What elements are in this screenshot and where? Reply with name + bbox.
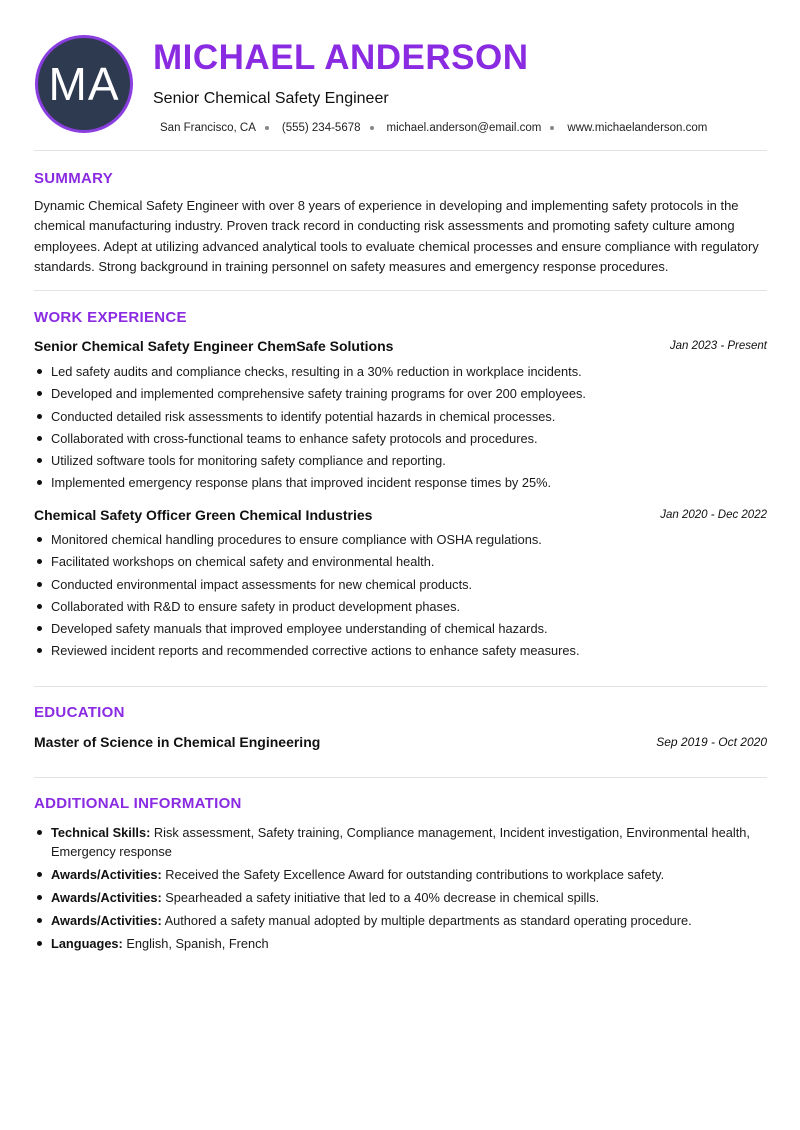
contact-location: San Francisco, CA <box>160 122 256 134</box>
info-label: Languages: <box>51 936 123 951</box>
info-label: Awards/Activities: <box>51 913 162 928</box>
section-divider <box>34 777 767 778</box>
contact-email[interactable]: michael.anderson@email.com <box>386 122 542 134</box>
list-item: Implemented emergency response plans that improved incident response times by 25%. <box>34 474 767 491</box>
info-label: Technical Skills: <box>51 825 151 840</box>
summary-text: Dynamic Chemical Safety Engineer with over 8 years of experience in developing and implementing safety protocols in the chemical manufacturing industry. Proven track record in conducting risk assessments and promoting safety culture among employees. Adept at utilizing advanced analytical tools to evaluate chemical processes and ensure compliance with regulatory standards. Strong background in training personnel on safety measures and emergency response procedures. <box>34 198 759 274</box>
list-item: Conducted environmental impact assessments for new chemical products. <box>34 576 767 593</box>
info-text: English, Spanish, French <box>122 936 269 951</box>
list-item: Monitored chemical handling procedures to ensure compliance with OSHA regulations. <box>34 531 767 548</box>
additional-info-heading: ADDITIONAL INFORMATION <box>34 795 242 812</box>
list-item <box>34 911 767 930</box>
job-dates: Jan 2020 - Dec 2022 <box>660 509 767 521</box>
section-divider <box>34 686 767 687</box>
list-item: Developed and implemented comprehensive safety training programs for over 200 employees. <box>34 385 767 402</box>
contact-phone: (555) 234-5678 <box>281 122 361 134</box>
list-item: Utilized software tools for monitoring safety compliance and reporting. <box>34 452 767 469</box>
list-item <box>34 865 767 884</box>
list-item <box>34 934 767 953</box>
job-bullets <box>34 531 767 665</box>
avatar <box>35 35 133 133</box>
candidate-name: MICHAEL ANDERSON <box>153 38 529 77</box>
work-experience-heading: WORK EXPERIENCE <box>34 309 187 326</box>
contact-website[interactable]: www.michaelanderson.com <box>567 122 708 134</box>
list-item: Facilitated workshops on chemical safety and environmental health. <box>34 553 767 570</box>
section-divider <box>34 290 767 291</box>
list-item: Conducted detailed risk assessments to identify potential hazards in chemical processes. <box>34 408 767 425</box>
info-label: Awards/Activities: <box>51 890 162 905</box>
list-item: Developed safety manuals that improved employee understanding of chemical hazards. <box>34 620 767 637</box>
info-text: Spearheaded a safety initiative that led to a 40% decrease in chemical spills. <box>161 890 600 905</box>
separator-dot-icon <box>265 126 269 130</box>
separator-dot-icon <box>370 126 374 130</box>
info-label: Awards/Activities: <box>51 867 162 882</box>
job-dates: Jan 2023 - Present <box>669 340 767 352</box>
job-header <box>34 505 767 525</box>
list-item: Collaborated with R&D to ensure safety in product development phases. <box>34 598 767 615</box>
summary-heading: SUMMARY <box>34 170 114 187</box>
list-item: Collaborated with cross-functional teams to enhance safety protocols and procedures. <box>34 430 767 447</box>
list-item: Reviewed incident reports and recommended corrective actions to enhance safety measures. <box>34 642 767 659</box>
list-item <box>34 888 767 907</box>
additional-info-list <box>34 823 767 957</box>
info-text: Risk assessment, Safety training, Compliance management, Incident investigation, Environmental health, Emergency response <box>51 825 750 859</box>
education-entry <box>34 732 767 752</box>
section-divider <box>34 150 767 151</box>
education-heading: EDUCATION <box>34 704 125 721</box>
candidate-title: Senior Chemical Safety Engineer <box>153 90 389 107</box>
separator-dot-icon <box>550 126 554 130</box>
job-bullets <box>34 363 767 497</box>
job-header <box>34 336 767 356</box>
job-role: Senior Chemical Safety Engineer ChemSafe Solutions <box>34 338 394 354</box>
avatar-initials: MA <box>48 58 120 110</box>
education-degree: Master of Science in Chemical Engineering <box>34 734 321 750</box>
education-dates: Sep 2019 - Oct 2020 <box>656 735 767 749</box>
list-item: Led safety audits and compliance checks, resulting in a 30% reduction in workplace incidents. <box>34 363 767 380</box>
info-text: Received the Safety Excellence Award for outstanding contributions to workplace safety. <box>161 867 665 882</box>
info-text: Authored a safety manual adopted by multiple departments as standard operating procedure. <box>161 913 692 928</box>
list-item <box>34 823 767 861</box>
contact-bar <box>160 120 707 136</box>
job-role: Chemical Safety Officer Green Chemical Industries <box>34 507 373 523</box>
